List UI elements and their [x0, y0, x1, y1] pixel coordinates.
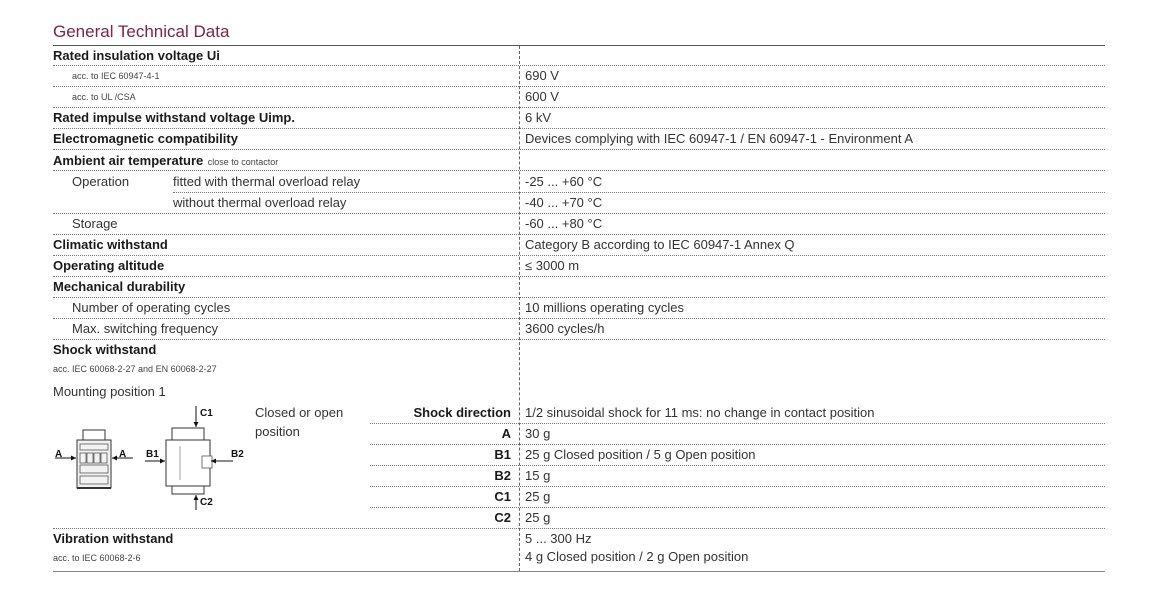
impulse-value: 6 kV	[525, 110, 552, 125]
iec-60947-label: acc. to IEC 60947-4-1	[72, 71, 160, 81]
dir-c2-value: 25 g	[525, 510, 551, 525]
contactor-side-icon	[166, 428, 212, 494]
shock-direction-value: 1/2 sinusoidal shock for 11 ms: no change in contact position	[525, 405, 875, 420]
arrow-c1-icon	[194, 406, 199, 427]
row-separator	[370, 423, 1105, 424]
arrow-b2-icon	[211, 459, 233, 464]
mech-label: Mechanical durability	[53, 279, 186, 294]
ul-csa-label: acc. to UL /CSA	[72, 92, 136, 102]
arrow-c2-icon	[194, 495, 199, 510]
dir-b2-label: B2	[494, 468, 511, 483]
mounting-label: Mounting position 1	[53, 384, 166, 399]
diagram-label-b1: B1	[146, 449, 159, 460]
op-with-relay-label: fitted with thermal overload relay	[173, 174, 361, 189]
row-separator	[53, 107, 1105, 108]
cycles-value: 10 millions operating cycles	[525, 300, 684, 315]
diagram-label-a-right: A	[119, 449, 127, 460]
row-separator	[53, 149, 1105, 150]
diagram-label-b2: B2	[231, 449, 244, 460]
op-with-relay-value: -25 ... +60 °C	[525, 174, 603, 189]
row-separator	[53, 276, 1105, 277]
row-separator	[53, 255, 1105, 256]
row-separator	[173, 192, 1105, 193]
diagram-label-c1: C1	[200, 408, 213, 419]
ul-csa-value: 600 V	[525, 89, 559, 104]
row-separator	[53, 128, 1105, 129]
row-separator	[53, 213, 1105, 214]
ambient-note: close to contactor	[207, 157, 279, 167]
op-without-relay-label: without thermal overload relay	[173, 195, 347, 210]
dir-a-value: 30 g	[525, 426, 551, 441]
storage-value: -60 ... +80 °C	[525, 216, 603, 231]
vibration-label: Vibration withstand	[53, 531, 174, 546]
climatic-label: Climatic withstand	[53, 237, 168, 252]
shock-state-line2: position	[255, 424, 300, 439]
emc-label: Electromagnetic compatibility	[53, 131, 238, 146]
header-rule	[53, 45, 1105, 46]
row-separator	[370, 444, 1105, 445]
row-separator	[53, 65, 1105, 66]
shock-label: Shock withstand	[53, 342, 157, 357]
diagram-label-c2: C2	[200, 497, 213, 508]
freq-value: 3600 cycles/h	[525, 321, 605, 336]
dir-c1-value: 25 g	[525, 489, 551, 504]
row-separator	[370, 507, 1105, 508]
row-separator	[53, 297, 1105, 298]
contactor-front-icon	[77, 430, 111, 488]
op-without-relay-value: -40 ... +70 °C	[525, 195, 603, 210]
diagram-label-a-left: A	[55, 449, 63, 460]
dir-b1-value: 25 g Closed position / 5 g Open position	[525, 447, 756, 462]
dir-b2-value: 15 g	[525, 468, 551, 483]
footer-rule	[53, 571, 1105, 572]
altitude-value: ≤ 3000 m	[525, 258, 580, 273]
row-separator	[370, 486, 1105, 487]
row-separator	[53, 234, 1105, 235]
shock-state-line1: Closed or open	[255, 405, 344, 420]
row-separator	[53, 170, 1105, 171]
dir-a-label: A	[501, 426, 511, 441]
shock-note: acc. IEC 60068-2-27 and EN 60068-2-27	[53, 364, 217, 374]
freq-label: Max. switching frequency	[72, 321, 218, 336]
dir-c1-label: C1	[494, 489, 511, 504]
climatic-value: Category B according to IEC 60947-1 Annex Q	[525, 237, 795, 252]
row-separator	[370, 465, 1105, 466]
page-title: General Technical Data	[53, 22, 230, 41]
insulation-voltage-label: Rated insulation voltage Ui	[53, 48, 220, 63]
ambient-heading	[53, 152, 278, 170]
vibration-note: acc. to IEC 60068-2-6	[53, 553, 141, 563]
shock-direction-label: Shock direction	[413, 405, 511, 420]
dir-b1-label: B1	[494, 447, 511, 462]
dir-c2-label: C2	[494, 510, 511, 525]
row-separator	[53, 86, 1105, 87]
iec-60947-value: 690 V	[525, 68, 559, 83]
cycles-label: Number of operating cycles	[72, 300, 231, 315]
altitude-label: Operating altitude	[53, 258, 165, 273]
row-separator	[53, 318, 1105, 319]
vibration-value-2: 4 g Closed position / 2 g Open position	[525, 549, 749, 564]
row-separator	[53, 528, 1105, 529]
operation-label: Operation	[72, 174, 130, 189]
storage-label: Storage	[72, 216, 118, 231]
ambient-label: Ambient air temperature	[53, 153, 204, 168]
row-separator	[53, 339, 1105, 340]
impulse-label: Rated impulse withstand voltage Uimp.	[53, 110, 295, 125]
vibration-value-1: 5 ... 300 Hz	[525, 531, 592, 546]
column-divider	[519, 46, 520, 571]
emc-value: Devices complying with IEC 60947-1 / EN 60947-1 - Environment A	[525, 131, 914, 146]
